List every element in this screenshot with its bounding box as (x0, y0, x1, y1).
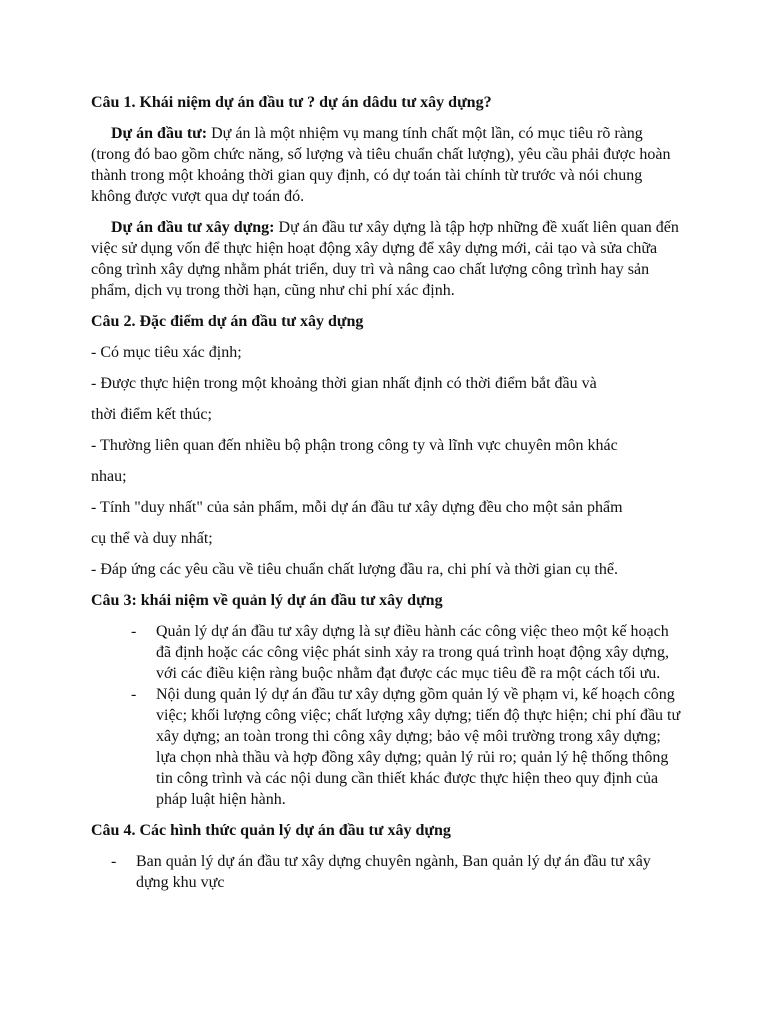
question-3-heading: Câu 3: khái niệm về quản lý dự án đầu tư xây dựng (91, 592, 443, 609)
definition-investment-project (91, 123, 681, 207)
list-item-text: Ban quản lý dự án đầu tư xây dựng chuyên ngành, Ban quản lý dự án đầu tư xây dựng khu vực (136, 853, 651, 891)
characteristic-line: cụ thể và duy nhất; (91, 530, 213, 547)
dash-bullet: - (111, 853, 117, 870)
characteristic-line: - Được thực hiện trong một khoảng thời gian nhất định có thời điểm bắt đầu và (91, 375, 597, 392)
characteristic-line: - Có mục tiêu xác định; (91, 344, 242, 361)
characteristic-line: thời điểm kết thúc; (91, 406, 212, 423)
definition-text: Dự án đầu tư xây dựng là tập hợp những đề xuất liên quan đến việc sử dụng vốn để thực hiện hoạt động xây dựng để xây dựng mới, cải tạo và sửa chữa công trình xây dựng nhằm phát triển, duy trì và nâng cao chất lượng công trình hay sản phẩm, dịch vụ trong thời hạn, cũng như chi phí xác định. (91, 219, 679, 299)
definition-text: Dự án là một nhiệm vụ mang tính chất một lần, có mục tiêu rõ ràng (trong đó bao gồm chức năng, số lượng và tiêu chuẩn chất lượng), yêu cầu phải được hoàn thành trong một khoảng thời gian quy định, có dự toán tài chính từ trước và nói chung không được vượt qua dự toán đó. (91, 125, 671, 205)
document-body (91, 92, 681, 893)
question-2-heading: Câu 2. Đặc điểm dự án đầu tư xây dựng (91, 313, 364, 330)
list-item (91, 684, 681, 810)
characteristic-line: nhau; (91, 468, 127, 485)
dash-bullet: - (131, 686, 137, 703)
list-item (91, 851, 681, 893)
term-construction-project: Dự án đầu tư xây dựng: (111, 219, 275, 236)
list-item-text: Nội dung quản lý dự án đầu tư xây dựng gồm quản lý về phạm vi, kế hoạch công việc; khối lượng công việc; chất lượng xây dựng; tiến độ thực hiện; chi phí đầu tư xây dựng; an toàn trong thi công xây dựng; bảo vệ môi trường trong xây dựng; lựa chọn nhà thầu và hợp đồng xây dựng; quản lý rủi ro; quản lý hệ thống thông tin công trình và các nội dung cần thiết khác được thực hiện theo quy định của pháp luật hiện hành. (156, 686, 681, 808)
term-investment-project: Dự án đầu tư: (111, 125, 208, 142)
question-4-heading: Câu 4. Các hình thức quản lý dự án đầu tư xây dựng (91, 822, 451, 839)
dash-bullet: - (131, 623, 137, 640)
list-item-text: Quản lý dự án đầu tư xây dựng là sự điều hành các công việc theo một kế hoạch đã định hoặc các công việc phát sinh xảy ra trong quá trình hoạt động xây dựng, với các điều kiện ràng buộc nhằm đạt được các mục tiêu đề ra một cách tối ưu. (156, 623, 669, 682)
list-item (91, 621, 681, 684)
management-concept-list (91, 621, 681, 810)
definition-construction-project (91, 217, 681, 301)
question-1-heading: Câu 1. Khái niệm dự án đầu tư ? dự án dâdu tư xây dựng? (91, 94, 492, 111)
characteristic-line: - Tính "duy nhất" của sản phẩm, mỗi dự án đầu tư xây dựng đều cho một sản phẩm (91, 499, 623, 516)
characteristic-line: - Thường liên quan đến nhiều bộ phận trong công ty và lĩnh vực chuyên môn khác (91, 437, 618, 454)
management-forms-list (91, 851, 681, 893)
characteristic-line: - Đáp ứng các yêu cầu về tiêu chuẩn chất lượng đầu ra, chi phí và thời gian cụ thể. (91, 561, 618, 578)
